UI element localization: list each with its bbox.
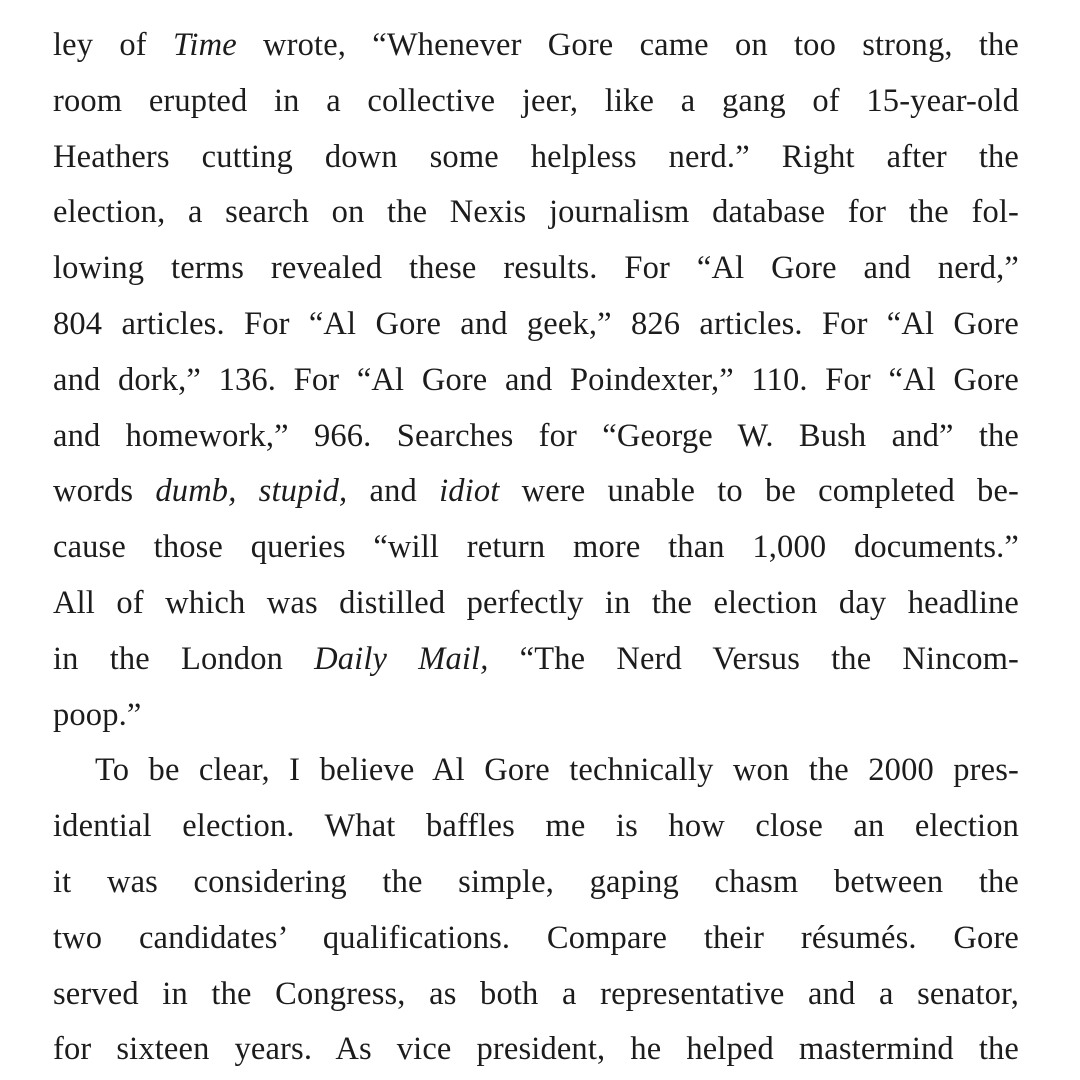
text-run: Heathers cutting down some helpless nerd.” Right after the [53,138,1019,175]
paragraph-2 [53,743,1019,1078]
text-run: ley of [53,27,173,63]
text-run: “The Nerd Versus the Nincom- [488,640,1019,677]
text-line [53,743,1019,799]
text-line [53,353,1019,409]
text-line [53,18,1019,74]
text-line [53,409,1019,465]
text-line [53,799,1019,855]
page-text [53,18,1019,1078]
text-line [53,130,1019,186]
text-run: dumb, stupid, [155,473,348,510]
text-run: and homework,” 966. Searches for “George W. Bush and” the [53,417,1019,454]
text-line [53,74,1019,130]
text-run: it was considering the simple, gaping chasm between the [53,863,1019,900]
text-run: Time [172,27,237,63]
text-run: Daily Mail, [314,640,489,677]
text-line [53,688,1019,744]
text-run: and dork,” 136. For “Al Gore and Poindexter,” 110. For “Al Gore [53,361,1019,398]
text-run: election, a search on the Nexis journalism database for the fol- [53,194,1019,231]
text-line [53,464,1019,520]
text-run: served in the Congress, as both a representative and a senator, [53,975,1019,1012]
text-line [53,241,1019,297]
text-line [53,1022,1019,1078]
text-run: idential election. What baffles me is how close an election [53,808,1019,845]
text-line [53,911,1019,967]
text-line [53,967,1019,1023]
text-line [53,632,1019,688]
text-run: for sixteen years. As vice president, he helped mastermind the [53,1031,1019,1068]
text-run: poop.” [53,696,142,733]
text-run: in the London [53,640,315,677]
text-run: wrote, “Whenever Gore came on too strong, the [236,27,1019,63]
text-run: 804 articles. For “Al Gore and geek,” 826 articles. For “Al Gore [53,305,1019,342]
text-run: To be clear, I believe Al Gore technically won the 2000 pres- [95,752,1019,789]
text-run: lowing terms revealed these results. For “Al Gore and nerd,” [53,250,1019,287]
text-run: All of which was distilled perfectly in the election day headline [53,584,1019,621]
text-line [53,576,1019,632]
text-run: cause those queries “will return more than 1,000 documents.” [53,529,1019,566]
text-line [53,855,1019,911]
text-run: were unable to be completed be- [499,473,1019,510]
text-run: words [53,473,156,510]
paragraph-1 [53,18,1019,743]
text-run: two candidates’ qualifications. Compare their résumés. Gore [53,919,1019,956]
text-line [53,297,1019,353]
text-line [53,185,1019,241]
text-line [53,520,1019,576]
text-run: idiot [439,473,500,510]
text-run: room erupted in a collective jeer, like a gang of 15-year-old [53,82,1019,119]
text-run: and [347,473,440,510]
